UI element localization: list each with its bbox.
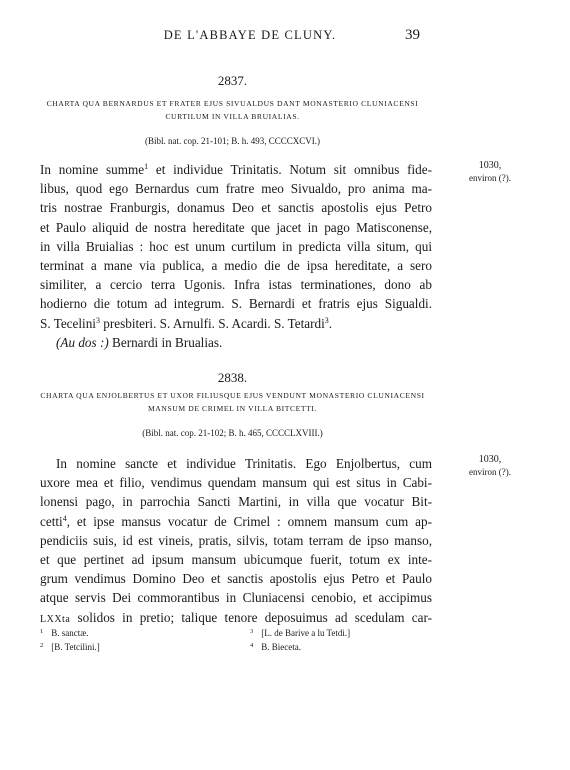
text-line: lonensi pago, in parrochia Sancti Martini, in villa que vocatur Bit- bbox=[40, 494, 432, 510]
footnote: $^3$ [L. de Barive a lu Tetdi.] bbox=[250, 628, 351, 638]
charter-text bbox=[40, 454, 432, 629]
charter-text bbox=[40, 160, 432, 352]
footnote: $^4$ B. Bieceta. bbox=[250, 642, 301, 652]
margin-approx: environ (?). bbox=[469, 173, 511, 183]
footnote: $^1$ B. sanctæ. bbox=[40, 628, 89, 638]
text-line: in villa Bruialias : hoc est unum curtilum in predicta villa situm, qui bbox=[40, 238, 432, 254]
footnote: $^2$ [B. Tetcilini.] bbox=[40, 642, 100, 652]
charter-title bbox=[30, 97, 435, 123]
charter-number: 2837. bbox=[217, 73, 248, 88]
text-line: cetti$^4$, et ipse mansus vocatur de Crimel : omnem mansum cum ap- bbox=[40, 513, 432, 529]
text-line: hodierno die totum ad integrum. S. Bernardi et fratris ejus Sigualdi. bbox=[40, 296, 432, 312]
footnote-ref: 1 bbox=[144, 162, 149, 171]
text-line: uxore mea et filio, vendimus quendam mansum qui est situs in Cabi- bbox=[40, 475, 432, 491]
charter-title-line: MANSUM DE CRIMEL IN VILLA BITCETTI. bbox=[147, 404, 318, 413]
text-line: pendiciis suis, id est vineis, pratis, silvis, totam terram de ipso manso, bbox=[40, 532, 432, 548]
text-line: terminat a mane via publica, a medio die de ipsa hereditate, a sero bbox=[40, 258, 432, 274]
text-line: et que pertinet ad ipsum mansum ubicumque fuerit, totum ex inte- bbox=[40, 552, 432, 568]
text-line: tris nostrae Franburgis, donamus Deo et sanctis apostolis ejus Petro bbox=[40, 200, 432, 216]
charter-title bbox=[30, 389, 435, 415]
charter-title-line: CHARTA QUA BERNARDUS ET FRATER EJUS SIVUALDUS DANT MONASTERIO CLUNIACENSI bbox=[46, 99, 419, 108]
margin-approx: environ (?). bbox=[469, 467, 511, 477]
running-title: DE L'ABBAYE DE CLUNY. bbox=[163, 28, 337, 42]
text-line: In nomine sancte et individue Trinitatis. Ego Enjolbertus, cum bbox=[56, 456, 432, 471]
text-line: LXXta solidos in pretio; talique tenore deposuimus ad scedulam car- bbox=[40, 609, 433, 625]
margin-date-note bbox=[450, 160, 530, 184]
page-number: 39 bbox=[405, 27, 420, 43]
text-line: similiter, a cercio terra Ugonis. Infra istas terminationes, dono ab bbox=[40, 277, 432, 293]
margin-date: 1030, bbox=[478, 454, 502, 465]
text-line: libus, quod ego Bernardus cum fratre meo Sivualdo, pro anima ma- bbox=[40, 181, 432, 197]
dorsal-note: (Au dos :) Bernardi in Brualias. bbox=[56, 334, 223, 350]
margin-date: 1030, bbox=[478, 160, 502, 171]
footnote-ref: 4 bbox=[62, 513, 67, 523]
text-line: et Paulo aliquid de nostra hereditate que jacet in pago Matisconense, bbox=[40, 219, 432, 235]
footnote-ref: 3 bbox=[324, 315, 329, 325]
charter-number: 2838. bbox=[217, 370, 248, 385]
charter-title-line: CHARTA QUA ENJOLBERTUS ET UXOR FILIUSQUE EJUS VENDUNT MONASTERIO CLUNIACENSI bbox=[40, 391, 425, 400]
footnote-ref: 3 bbox=[95, 315, 100, 325]
margin-date-note bbox=[450, 454, 530, 478]
text-line: atque servis Dei commorantibus in Cluniacensi cenobio, et accipimus bbox=[40, 590, 432, 606]
charter-source: (Bibl. nat. cop. 21-101; B. h. 493, CCCCXCVI.) bbox=[145, 136, 320, 146]
charter-title-line: CURTILUM IN VILLA BRUIALIAS. bbox=[165, 112, 300, 121]
charter-source: (Bibl. nat. cop. 21-102; B. h. 465, CCCCLXVIII.) bbox=[142, 428, 323, 438]
text-line: In nomine summe$^1$ et individue Trinitatis. Notum sit omnibus fide- bbox=[40, 162, 433, 177]
text-line: grum vendimus Domino Deo et sanctis apostolis ejus Petro et Paulo bbox=[40, 571, 432, 587]
text-line: S. Tecelini$^3$ presbiteri. S. Arnulfi. S. Acardi. S. Tetardi$^3$. bbox=[40, 315, 333, 331]
